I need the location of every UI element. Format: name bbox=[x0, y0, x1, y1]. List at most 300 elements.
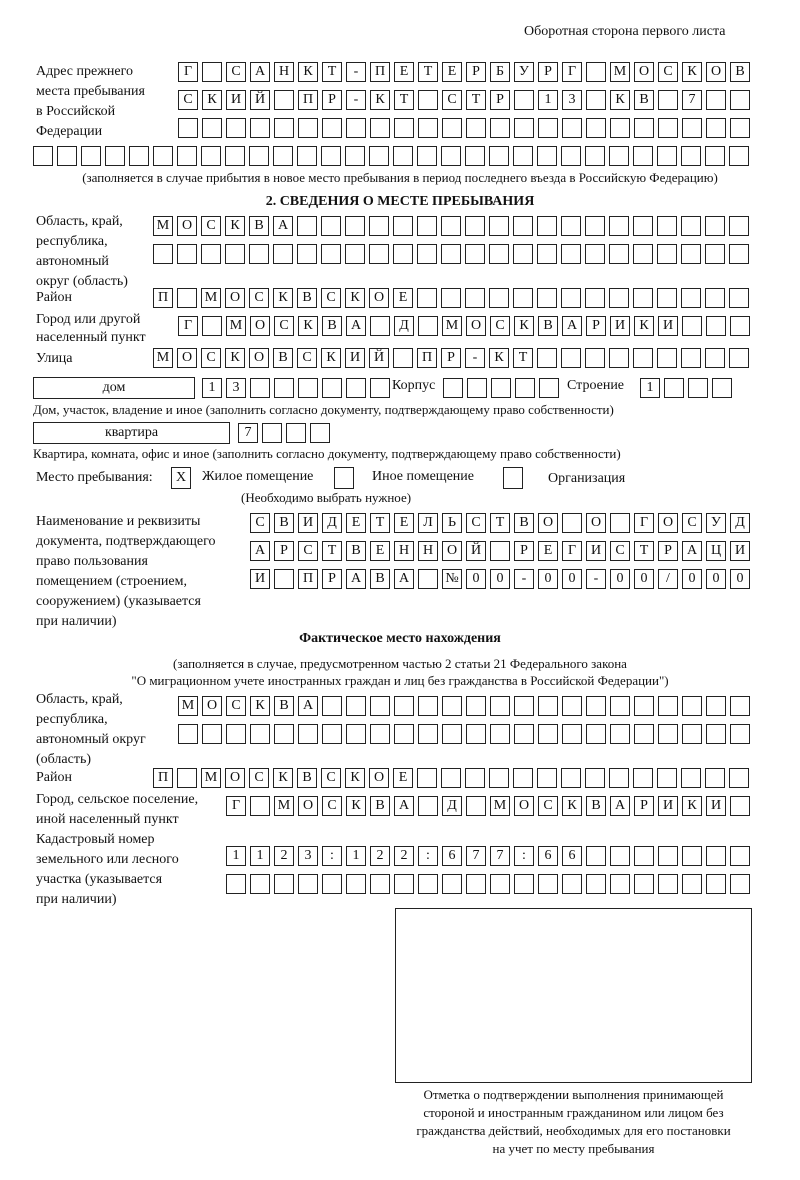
char-cell[interactable] bbox=[729, 288, 749, 308]
char-cell[interactable]: - bbox=[514, 569, 534, 589]
char-cell[interactable] bbox=[609, 288, 629, 308]
char-cell[interactable]: В bbox=[297, 288, 317, 308]
char-cell[interactable] bbox=[681, 146, 701, 166]
char-cell[interactable] bbox=[441, 768, 461, 788]
char-cell[interactable] bbox=[657, 768, 677, 788]
char-cell[interactable] bbox=[465, 146, 485, 166]
char-cell[interactable] bbox=[297, 244, 317, 264]
char-cell[interactable]: О bbox=[658, 513, 678, 533]
char-cell[interactable] bbox=[417, 288, 437, 308]
char-cell[interactable]: Р bbox=[322, 90, 342, 110]
char-cell[interactable]: К bbox=[514, 316, 534, 336]
char-cell[interactable]: Т bbox=[466, 90, 486, 110]
char-cell[interactable] bbox=[610, 846, 630, 866]
char-cell[interactable] bbox=[658, 874, 678, 894]
char-cell[interactable] bbox=[250, 378, 270, 398]
char-cell[interactable]: Т bbox=[322, 62, 342, 82]
char-cell[interactable] bbox=[346, 724, 366, 744]
char-cell[interactable]: С bbox=[682, 513, 702, 533]
char-cell[interactable] bbox=[250, 796, 270, 816]
char-cell[interactable]: С bbox=[321, 288, 341, 308]
char-cell[interactable] bbox=[561, 216, 581, 236]
char-cell[interactable] bbox=[153, 146, 173, 166]
char-cell[interactable] bbox=[658, 90, 678, 110]
char-cell[interactable] bbox=[322, 378, 342, 398]
char-cell[interactable] bbox=[177, 288, 197, 308]
char-cell[interactable]: Е bbox=[346, 513, 366, 533]
char-cell[interactable] bbox=[345, 216, 365, 236]
char-cell[interactable]: Р bbox=[490, 90, 510, 110]
char-cell[interactable]: И bbox=[658, 316, 678, 336]
char-cell[interactable]: И bbox=[586, 541, 606, 561]
char-cell[interactable] bbox=[202, 118, 222, 138]
char-cell[interactable]: Р bbox=[586, 316, 606, 336]
char-cell[interactable] bbox=[250, 118, 270, 138]
char-cell[interactable] bbox=[417, 216, 437, 236]
char-cell[interactable] bbox=[202, 62, 222, 82]
char-cell[interactable] bbox=[489, 216, 509, 236]
char-cell[interactable]: В bbox=[249, 216, 269, 236]
char-cell[interactable]: 0 bbox=[490, 569, 510, 589]
char-cell[interactable]: Т bbox=[394, 90, 414, 110]
char-cell[interactable] bbox=[537, 288, 557, 308]
char-cell[interactable] bbox=[706, 696, 726, 716]
char-cell[interactable] bbox=[681, 348, 701, 368]
char-cell[interactable] bbox=[81, 146, 101, 166]
char-cell[interactable] bbox=[539, 378, 559, 398]
char-cell[interactable] bbox=[513, 288, 533, 308]
char-cell[interactable] bbox=[322, 874, 342, 894]
char-cell[interactable]: 2 bbox=[394, 846, 414, 866]
char-cell[interactable] bbox=[538, 696, 558, 716]
char-cell[interactable]: И bbox=[730, 541, 750, 561]
char-cell[interactable]: П bbox=[370, 62, 390, 82]
char-cell[interactable] bbox=[201, 146, 221, 166]
char-cell[interactable] bbox=[730, 696, 750, 716]
char-cell[interactable] bbox=[681, 244, 701, 264]
char-cell[interactable]: К bbox=[298, 316, 318, 336]
char-cell[interactable] bbox=[514, 118, 534, 138]
char-cell[interactable] bbox=[682, 874, 702, 894]
char-cell[interactable]: К bbox=[273, 288, 293, 308]
char-cell[interactable]: К bbox=[682, 796, 702, 816]
char-cell[interactable]: Д bbox=[442, 796, 462, 816]
char-cell[interactable]: А bbox=[273, 216, 293, 236]
char-cell[interactable]: И bbox=[706, 796, 726, 816]
char-cell[interactable]: И bbox=[226, 90, 246, 110]
char-cell[interactable]: Г bbox=[178, 316, 198, 336]
char-cell[interactable]: 0 bbox=[610, 569, 630, 589]
char-cell[interactable]: С bbox=[490, 316, 510, 336]
char-cell[interactable] bbox=[274, 378, 294, 398]
char-cell[interactable] bbox=[633, 146, 653, 166]
char-cell[interactable]: 3 bbox=[562, 90, 582, 110]
char-cell[interactable]: 7 bbox=[466, 846, 486, 866]
char-cell[interactable]: Й bbox=[466, 541, 486, 561]
char-cell[interactable]: Д bbox=[730, 513, 750, 533]
char-cell[interactable]: К bbox=[634, 316, 654, 336]
char-cell[interactable] bbox=[706, 90, 726, 110]
char-cell[interactable] bbox=[394, 724, 414, 744]
char-cell[interactable] bbox=[682, 118, 702, 138]
char-cell[interactable]: Л bbox=[418, 513, 438, 533]
char-cell[interactable]: К bbox=[250, 696, 270, 716]
char-cell[interactable] bbox=[562, 696, 582, 716]
char-cell[interactable] bbox=[346, 874, 366, 894]
char-cell[interactable] bbox=[394, 696, 414, 716]
char-cell[interactable] bbox=[466, 796, 486, 816]
char-cell[interactable] bbox=[586, 118, 606, 138]
char-cell[interactable]: М bbox=[226, 316, 246, 336]
char-cell[interactable] bbox=[585, 244, 605, 264]
char-cell[interactable]: В bbox=[273, 348, 293, 368]
char-cell[interactable]: В bbox=[730, 62, 750, 82]
char-cell[interactable]: - bbox=[346, 90, 366, 110]
char-cell[interactable] bbox=[585, 768, 605, 788]
char-cell[interactable] bbox=[177, 244, 197, 264]
char-cell[interactable]: Т bbox=[634, 541, 654, 561]
char-cell[interactable] bbox=[418, 796, 438, 816]
char-cell[interactable] bbox=[634, 118, 654, 138]
char-cell[interactable] bbox=[562, 118, 582, 138]
char-cell[interactable] bbox=[322, 696, 342, 716]
char-cell[interactable]: С bbox=[466, 513, 486, 533]
char-cell[interactable]: Е bbox=[538, 541, 558, 561]
char-cell[interactable] bbox=[682, 696, 702, 716]
char-cell[interactable]: К bbox=[610, 90, 630, 110]
char-cell[interactable]: О bbox=[369, 288, 389, 308]
char-cell[interactable] bbox=[226, 874, 246, 894]
char-cell[interactable] bbox=[369, 216, 389, 236]
char-cell[interactable] bbox=[489, 146, 509, 166]
char-cell[interactable] bbox=[417, 146, 437, 166]
char-cell[interactable] bbox=[466, 118, 486, 138]
char-cell[interactable]: О bbox=[538, 513, 558, 533]
char-cell[interactable] bbox=[369, 146, 389, 166]
char-cell[interactable] bbox=[346, 378, 366, 398]
char-cell[interactable] bbox=[57, 146, 77, 166]
char-cell[interactable]: 7 bbox=[238, 423, 258, 443]
char-cell[interactable]: У bbox=[514, 62, 534, 82]
char-cell[interactable]: С bbox=[321, 768, 341, 788]
char-cell[interactable]: 0 bbox=[562, 569, 582, 589]
char-cell[interactable] bbox=[705, 146, 725, 166]
char-cell[interactable]: 7 bbox=[490, 846, 510, 866]
char-cell[interactable]: О bbox=[225, 288, 245, 308]
char-cell[interactable]: С bbox=[226, 62, 246, 82]
char-cell[interactable] bbox=[586, 724, 606, 744]
stay-option-checkbox-residential[interactable]: X bbox=[171, 467, 191, 489]
char-cell[interactable]: И bbox=[298, 513, 318, 533]
char-cell[interactable] bbox=[298, 874, 318, 894]
char-cell[interactable] bbox=[298, 724, 318, 744]
char-cell[interactable] bbox=[441, 216, 461, 236]
char-cell[interactable]: О bbox=[177, 348, 197, 368]
char-cell[interactable]: 1 bbox=[226, 846, 246, 866]
char-cell[interactable] bbox=[490, 696, 510, 716]
char-cell[interactable] bbox=[129, 146, 149, 166]
char-cell[interactable]: О bbox=[586, 513, 606, 533]
char-cell[interactable]: - bbox=[346, 62, 366, 82]
char-cell[interactable] bbox=[681, 216, 701, 236]
char-cell[interactable]: А bbox=[682, 541, 702, 561]
char-cell[interactable]: Р bbox=[274, 541, 294, 561]
char-cell[interactable] bbox=[370, 724, 390, 744]
char-cell[interactable] bbox=[310, 423, 330, 443]
char-cell[interactable] bbox=[370, 118, 390, 138]
char-cell[interactable] bbox=[634, 724, 654, 744]
char-cell[interactable] bbox=[345, 146, 365, 166]
char-cell[interactable] bbox=[418, 569, 438, 589]
char-cell[interactable] bbox=[730, 724, 750, 744]
char-cell[interactable]: 3 bbox=[298, 846, 318, 866]
char-cell[interactable] bbox=[562, 874, 582, 894]
char-cell[interactable] bbox=[538, 874, 558, 894]
char-cell[interactable]: П bbox=[153, 768, 173, 788]
char-cell[interactable]: Т bbox=[513, 348, 533, 368]
char-cell[interactable]: 2 bbox=[274, 846, 294, 866]
char-cell[interactable] bbox=[664, 378, 684, 398]
char-cell[interactable] bbox=[298, 378, 318, 398]
char-cell[interactable] bbox=[489, 244, 509, 264]
char-cell[interactable] bbox=[634, 846, 654, 866]
char-cell[interactable]: Е bbox=[393, 768, 413, 788]
char-cell[interactable]: Г bbox=[178, 62, 198, 82]
char-cell[interactable] bbox=[657, 244, 677, 264]
char-cell[interactable] bbox=[712, 378, 732, 398]
char-cell[interactable]: С bbox=[322, 796, 342, 816]
char-cell[interactable] bbox=[730, 846, 750, 866]
char-cell[interactable] bbox=[226, 724, 246, 744]
char-cell[interactable] bbox=[633, 768, 653, 788]
char-cell[interactable]: Р bbox=[441, 348, 461, 368]
char-cell[interactable] bbox=[729, 244, 749, 264]
char-cell[interactable] bbox=[393, 216, 413, 236]
char-cell[interactable] bbox=[682, 724, 702, 744]
char-cell[interactable]: В bbox=[514, 513, 534, 533]
char-cell[interactable] bbox=[273, 244, 293, 264]
char-cell[interactable] bbox=[321, 244, 341, 264]
char-cell[interactable]: Т bbox=[418, 62, 438, 82]
char-cell[interactable]: Т bbox=[490, 513, 510, 533]
char-cell[interactable] bbox=[490, 118, 510, 138]
char-cell[interactable] bbox=[561, 768, 581, 788]
char-cell[interactable]: 0 bbox=[682, 569, 702, 589]
char-cell[interactable] bbox=[489, 768, 509, 788]
char-cell[interactable] bbox=[586, 874, 606, 894]
char-cell[interactable] bbox=[442, 874, 462, 894]
char-cell[interactable]: Т bbox=[322, 541, 342, 561]
char-cell[interactable]: В bbox=[370, 569, 390, 589]
char-cell[interactable] bbox=[466, 696, 486, 716]
char-cell[interactable]: О bbox=[466, 316, 486, 336]
char-cell[interactable] bbox=[682, 316, 702, 336]
char-cell[interactable] bbox=[561, 146, 581, 166]
char-cell[interactable] bbox=[394, 874, 414, 894]
char-cell[interactable]: 0 bbox=[466, 569, 486, 589]
char-cell[interactable] bbox=[634, 874, 654, 894]
char-cell[interactable]: К bbox=[345, 768, 365, 788]
char-cell[interactable] bbox=[490, 724, 510, 744]
char-cell[interactable] bbox=[585, 288, 605, 308]
char-cell[interactable] bbox=[394, 118, 414, 138]
char-cell[interactable]: О bbox=[225, 768, 245, 788]
char-cell[interactable] bbox=[465, 244, 485, 264]
char-cell[interactable] bbox=[225, 146, 245, 166]
char-cell[interactable]: С bbox=[298, 541, 318, 561]
char-cell[interactable]: П bbox=[417, 348, 437, 368]
char-cell[interactable]: У bbox=[706, 513, 726, 533]
char-cell[interactable]: М bbox=[153, 348, 173, 368]
char-cell[interactable] bbox=[537, 146, 557, 166]
char-cell[interactable]: О bbox=[706, 62, 726, 82]
char-cell[interactable]: П bbox=[153, 288, 173, 308]
char-cell[interactable] bbox=[274, 874, 294, 894]
char-cell[interactable]: К bbox=[225, 216, 245, 236]
char-cell[interactable]: О bbox=[634, 62, 654, 82]
char-cell[interactable]: А bbox=[346, 569, 366, 589]
char-cell[interactable] bbox=[609, 216, 629, 236]
char-cell[interactable]: Е bbox=[394, 513, 414, 533]
char-cell[interactable] bbox=[465, 768, 485, 788]
flat-type-field[interactable]: квартира bbox=[33, 422, 230, 444]
char-cell[interactable]: К bbox=[273, 768, 293, 788]
char-cell[interactable]: : bbox=[418, 846, 438, 866]
char-cell[interactable] bbox=[658, 724, 678, 744]
char-cell[interactable] bbox=[706, 316, 726, 336]
char-cell[interactable]: И bbox=[658, 796, 678, 816]
char-cell[interactable] bbox=[273, 146, 293, 166]
char-cell[interactable]: И bbox=[345, 348, 365, 368]
char-cell[interactable] bbox=[441, 244, 461, 264]
char-cell[interactable]: Е bbox=[370, 541, 390, 561]
char-cell[interactable] bbox=[610, 696, 630, 716]
char-cell[interactable]: О bbox=[514, 796, 534, 816]
char-cell[interactable]: К bbox=[562, 796, 582, 816]
char-cell[interactable]: А bbox=[250, 541, 270, 561]
char-cell[interactable] bbox=[729, 146, 749, 166]
char-cell[interactable]: Е bbox=[442, 62, 462, 82]
char-cell[interactable]: М bbox=[274, 796, 294, 816]
char-cell[interactable] bbox=[681, 768, 701, 788]
char-cell[interactable] bbox=[609, 146, 629, 166]
char-cell[interactable]: Г bbox=[562, 541, 582, 561]
char-cell[interactable] bbox=[705, 288, 725, 308]
char-cell[interactable] bbox=[490, 874, 510, 894]
char-cell[interactable] bbox=[417, 768, 437, 788]
char-cell[interactable] bbox=[585, 348, 605, 368]
char-cell[interactable] bbox=[634, 696, 654, 716]
char-cell[interactable] bbox=[467, 378, 487, 398]
char-cell[interactable]: В bbox=[297, 768, 317, 788]
char-cell[interactable]: 3 bbox=[226, 378, 246, 398]
char-cell[interactable] bbox=[393, 348, 413, 368]
char-cell[interactable]: В bbox=[274, 513, 294, 533]
char-cell[interactable]: 1 bbox=[202, 378, 222, 398]
char-cell[interactable]: Е bbox=[394, 62, 414, 82]
char-cell[interactable] bbox=[706, 118, 726, 138]
char-cell[interactable] bbox=[729, 768, 749, 788]
char-cell[interactable]: Р bbox=[466, 62, 486, 82]
char-cell[interactable]: О bbox=[249, 348, 269, 368]
char-cell[interactable]: / bbox=[658, 569, 678, 589]
char-cell[interactable] bbox=[491, 378, 511, 398]
char-cell[interactable] bbox=[177, 146, 197, 166]
char-cell[interactable]: Н bbox=[394, 541, 414, 561]
char-cell[interactable] bbox=[730, 90, 750, 110]
char-cell[interactable] bbox=[513, 146, 533, 166]
char-cell[interactable]: М bbox=[178, 696, 198, 716]
char-cell[interactable]: М bbox=[610, 62, 630, 82]
char-cell[interactable] bbox=[657, 146, 677, 166]
house-type-field[interactable]: дом bbox=[33, 377, 195, 399]
char-cell[interactable] bbox=[297, 146, 317, 166]
char-cell[interactable] bbox=[370, 316, 390, 336]
char-cell[interactable]: С bbox=[610, 541, 630, 561]
char-cell[interactable] bbox=[177, 768, 197, 788]
char-cell[interactable] bbox=[202, 724, 222, 744]
char-cell[interactable]: С bbox=[658, 62, 678, 82]
char-cell[interactable] bbox=[658, 696, 678, 716]
char-cell[interactable] bbox=[730, 796, 750, 816]
char-cell[interactable]: Й bbox=[250, 90, 270, 110]
char-cell[interactable] bbox=[274, 90, 294, 110]
char-cell[interactable]: С bbox=[249, 288, 269, 308]
char-cell[interactable] bbox=[657, 288, 677, 308]
char-cell[interactable]: 1 bbox=[640, 378, 660, 398]
char-cell[interactable]: К bbox=[489, 348, 509, 368]
char-cell[interactable] bbox=[465, 288, 485, 308]
char-cell[interactable]: О bbox=[298, 796, 318, 816]
char-cell[interactable]: Н bbox=[418, 541, 438, 561]
char-cell[interactable]: Д bbox=[322, 513, 342, 533]
char-cell[interactable] bbox=[418, 90, 438, 110]
char-cell[interactable] bbox=[465, 216, 485, 236]
char-cell[interactable] bbox=[586, 90, 606, 110]
char-cell[interactable] bbox=[729, 216, 749, 236]
char-cell[interactable]: С bbox=[226, 696, 246, 716]
char-cell[interactable] bbox=[586, 696, 606, 716]
stay-option-checkbox-organization[interactable] bbox=[503, 467, 523, 489]
char-cell[interactable]: С bbox=[249, 768, 269, 788]
char-cell[interactable]: Н bbox=[274, 62, 294, 82]
char-cell[interactable]: П bbox=[298, 569, 318, 589]
char-cell[interactable] bbox=[633, 288, 653, 308]
char-cell[interactable] bbox=[274, 118, 294, 138]
char-cell[interactable]: - bbox=[465, 348, 485, 368]
char-cell[interactable] bbox=[514, 874, 534, 894]
char-cell[interactable] bbox=[586, 846, 606, 866]
char-cell[interactable] bbox=[730, 316, 750, 336]
char-cell[interactable]: 2 bbox=[370, 846, 390, 866]
char-cell[interactable]: Е bbox=[393, 288, 413, 308]
char-cell[interactable]: О bbox=[177, 216, 197, 236]
char-cell[interactable]: Р bbox=[514, 541, 534, 561]
char-cell[interactable] bbox=[562, 513, 582, 533]
char-cell[interactable] bbox=[105, 146, 125, 166]
char-cell[interactable]: 0 bbox=[634, 569, 654, 589]
char-cell[interactable] bbox=[609, 244, 629, 264]
char-cell[interactable] bbox=[561, 288, 581, 308]
char-cell[interactable]: 0 bbox=[730, 569, 750, 589]
char-cell[interactable] bbox=[466, 724, 486, 744]
char-cell[interactable] bbox=[681, 288, 701, 308]
char-cell[interactable] bbox=[706, 846, 726, 866]
char-cell[interactable] bbox=[418, 696, 438, 716]
char-cell[interactable] bbox=[393, 146, 413, 166]
char-cell[interactable]: Р bbox=[538, 62, 558, 82]
char-cell[interactable]: Р bbox=[634, 796, 654, 816]
